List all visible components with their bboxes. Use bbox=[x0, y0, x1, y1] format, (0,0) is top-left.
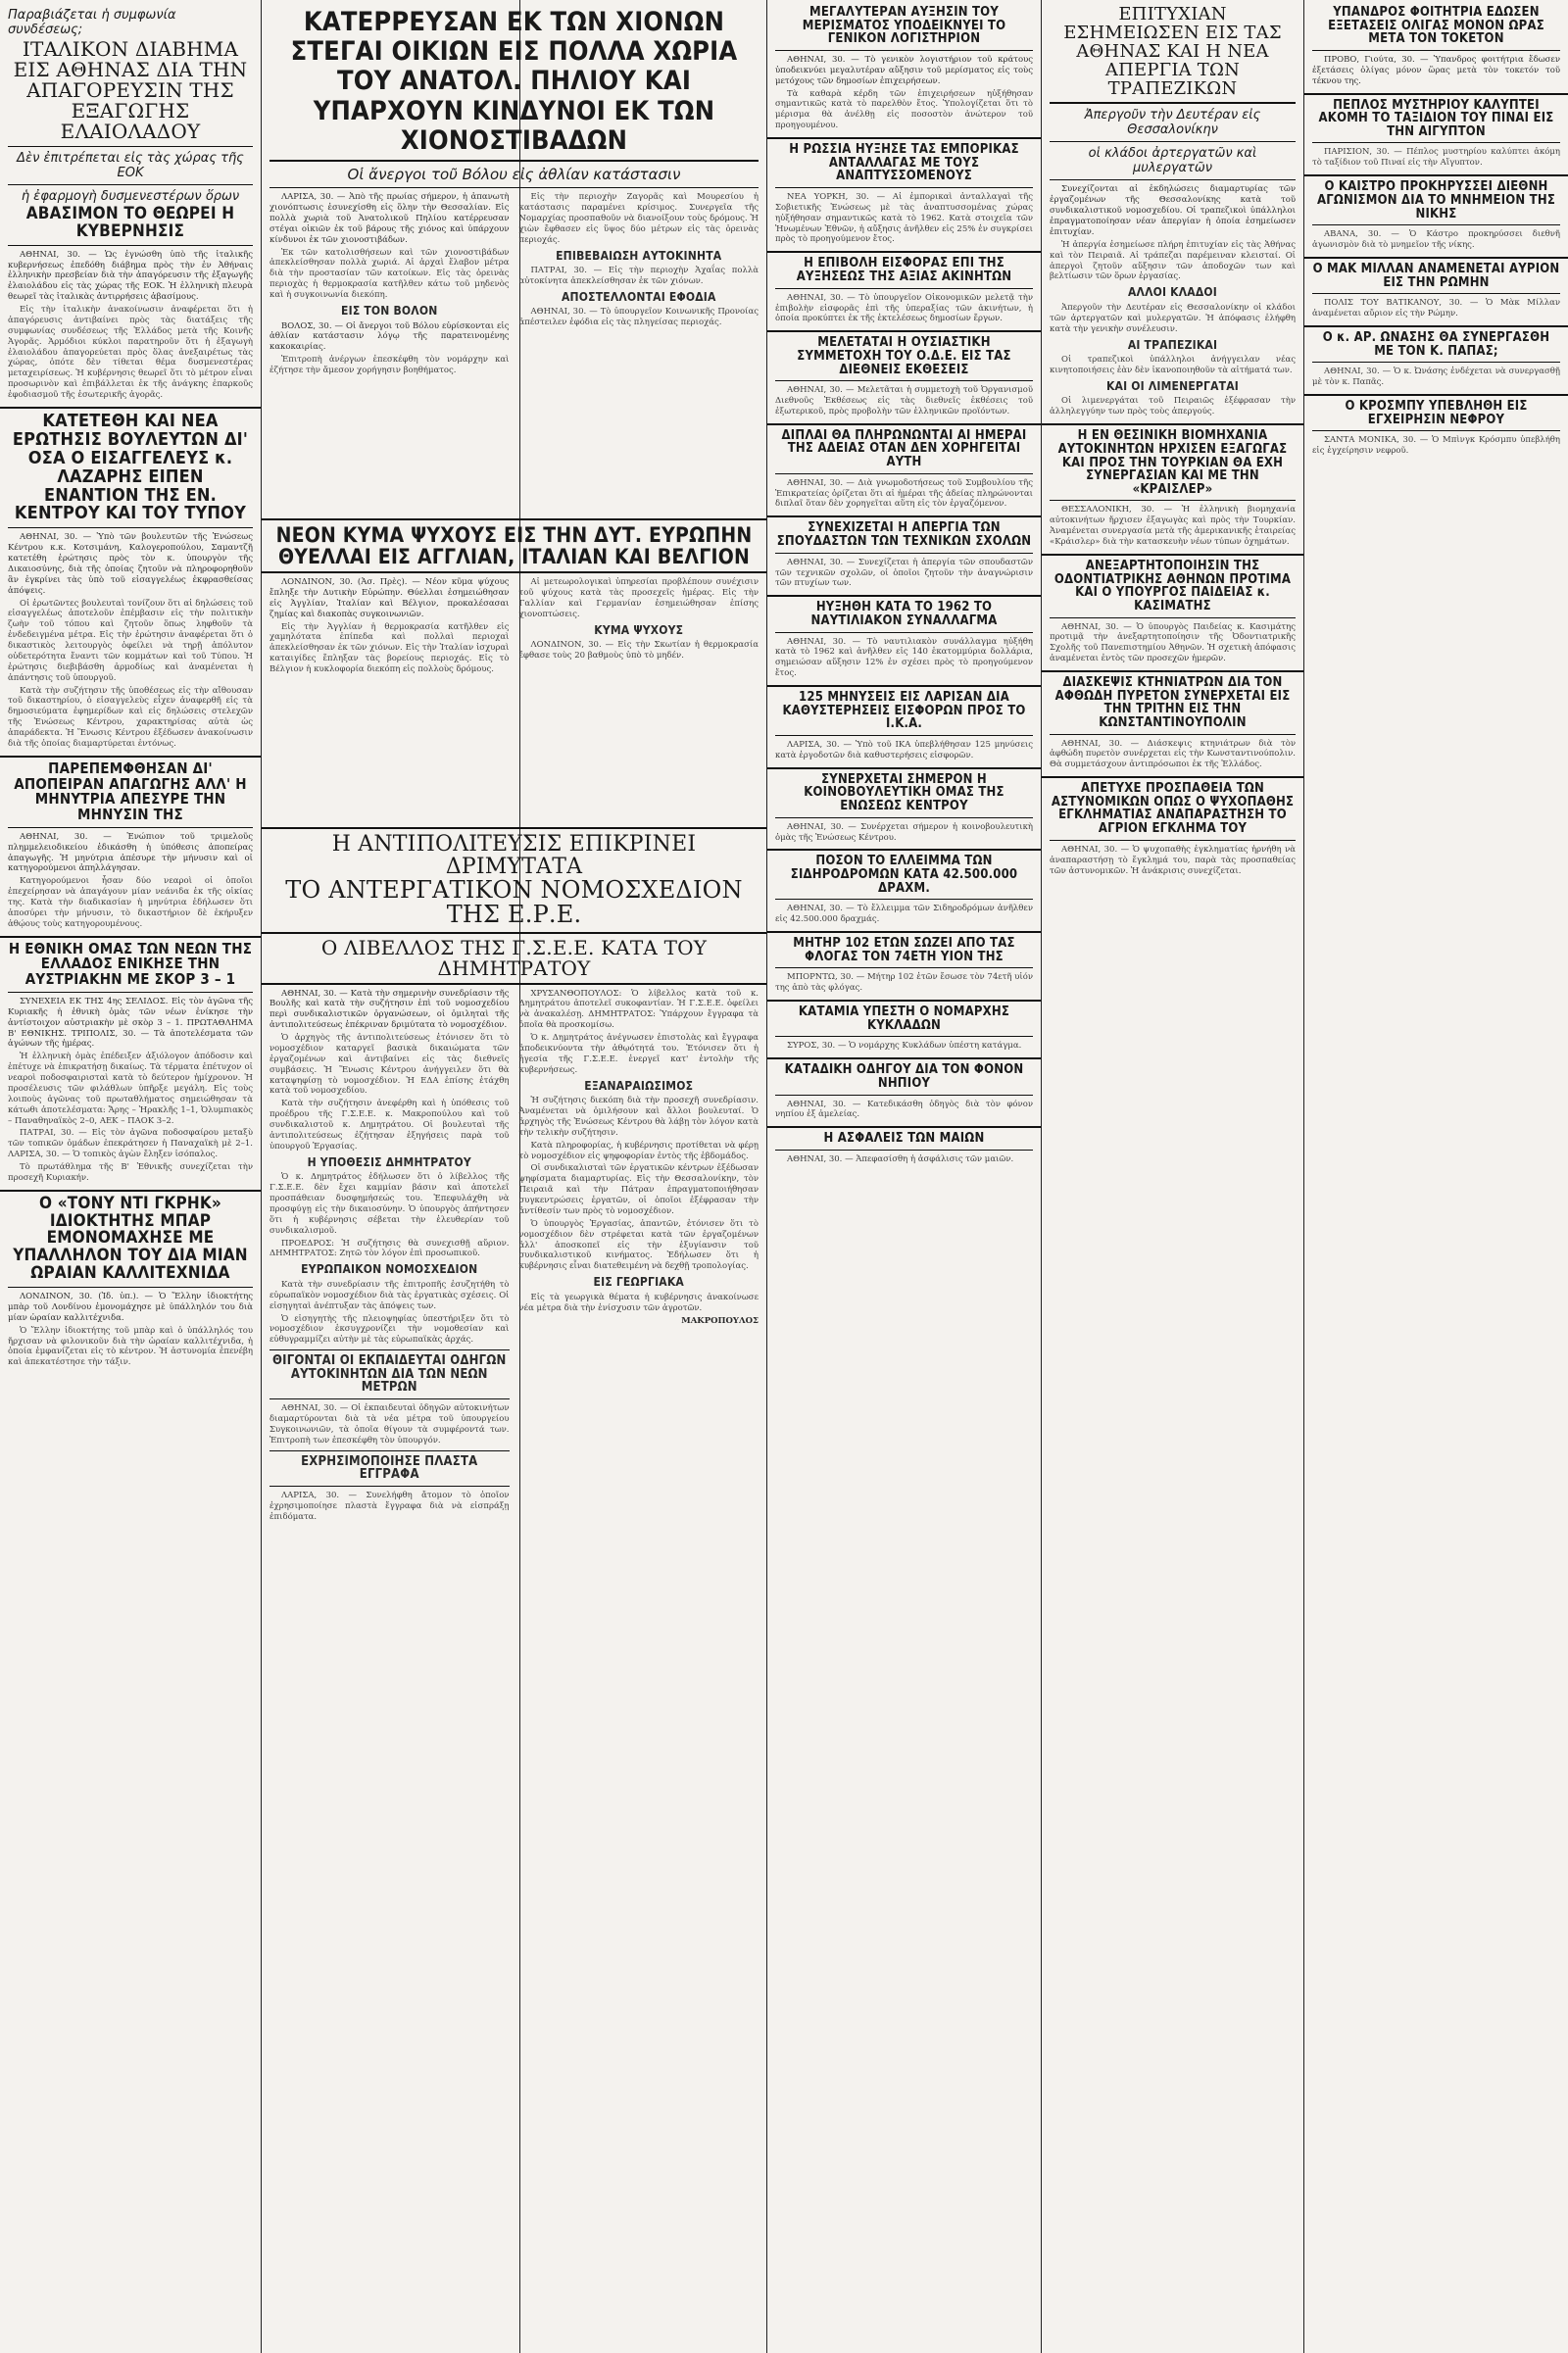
headline: ΣΥΝΕΡΧΕΤΑΙ ΣΗΜΕΡΟΝ Η ΚΟΙΝΟΒΟΥΛΕΥΤΙΚΗ ΟΜΑΣ ΤΗΣ ΕΝΩΣΕΩΣ ΚΕΝΤΡΟΥ bbox=[804, 771, 1004, 813]
headline: Ο ΜΑΚ ΜΙΛΛΑΝ ΑΝΑΜΕΝΕΤΑΙ ΑΥΡΙΟΝ ΕΙΣ ΤΗΝ ΡΩΜΗΝ bbox=[1312, 261, 1560, 290]
subhead: ΑΛΛΟΙ ΚΛΑΔΟΙ bbox=[1127, 285, 1218, 300]
article-body: Αἱ μετεωρολογικαὶ ὑπηρεσίαι προβλέπουν συνέχισιν τοῦ ψύχους κατὰ τὰς προσεχεῖς ἡμέρας. Εἰς τὴν Γαλλίαν καὶ Γερμανίαν ἐσημειώθησαν ἐπίσης χιονοπτώσεις. ΚΥΜΑ ΨΥΧΟΥΣ ΛΟΝΔΙΝΟΝ, 30. — Εἰς τὴν Σκωτίαν ἡ θερμοκρασία ἔφθασε τοὺς 20 βαθμοὺς ὑπὸ τὸ μηδέν. bbox=[518, 577, 759, 662]
article-body: ΝΕΑ ΥΟΡΚΗ, 30. — Αἱ ἐμπορικαὶ ἀνταλλαγαὶ τῆς Σοβιετικῆς Ἑνώσεως μὲ τὰς ἀναπτυσσομένας χώρας ηὐξήθησαν σημαντικῶς κατὰ τὸ 1962. Κατὰ στοιχεῖα τῶν Ἡνωμένων Ἐθνῶν, ἡ αὔξησις ἀνῆλθεν εἰς 25% ἐν συγκρίσει πρὸς τὸ προηγούμενον ἔτος. bbox=[775, 191, 1033, 245]
article-body: ΑΘΗΝΑΙ, 30. — Ὁ ψυχοπαθὴς ἐγκληματίας ἠρνήθη νὰ ἀναπαραστήσῃ τὸ ἔγκλημά του, παρὰ τὰς προσπαθείας τῶν ἀστυνομικῶν. Ἡ ἀνάκρισις συνεχίζεται. bbox=[1050, 844, 1296, 876]
article-body: ΘΕΣΣΑΛΟΝΙΚΗ, 30. — Ἡ ἑλληνικὴ βιομηχανία αὐτοκινήτων ἤρχισεν ἐξαγωγὰς καὶ πρὸς τὴν Τουρκίαν. Ἀναμένεται συνεργασία μετὰ τῆς ἀμερικανικῆς ἑταιρείας «Κράισλερ» διὰ τὴν κατασκευὴν νέων τύπων ὀχημάτων. bbox=[1050, 505, 1296, 548]
deck: Δὲν ἐπιτρέπεται εἰς τὰς χώρας τῆς ΕΟΚ bbox=[17, 151, 244, 180]
article-body: ΑΘΗΝΑΙ, 30. — Ἐνώπιον τοῦ τριμελοῦς πλημμελειοδικείου ἐδικάσθη ἡ ὑπόθεσις ἀποπείρας ἀπαγωγῆς. Ἡ μηνύτρια ἀπέσυρε τὴν μήνυσιν καὶ οἱ κατηγορούμενοι ἀπηλλάγησαν. bbox=[8, 831, 253, 874]
headline: ΙΤΑΛΙΚΟΝ ΔΙΑΒΗΜΑ ΕΙΣ ΑΘΗΝΑΣ ΔΙΑ ΤΗΝ ΑΠΑΓΟΡΕΥΣΙΝ ΤΗΣ ΕΞΑΓΩΓΗΣ ΕΛΑΙΟΛΑΔΟΥ bbox=[13, 37, 248, 143]
headline: Ο ΛΙΒΕΛΛΟΣ ΤΗΣ Γ.Σ.Ε.Ε. ΚΑΤΑ ΤΟΥ ΔΗΜΗΤΡΑΤΟΥ bbox=[320, 935, 708, 980]
article-body: ΑΘΗΝΑΙ, 30. — Τὸ ἔλλειμμα τῶν Σιδηροδρόμων ἀνῆλθεν εἰς 42.500.000 δραχμάς. bbox=[775, 904, 1033, 925]
headline: ΝΕΟΝ ΚΥΜΑ ΨΥΧΟΥΣ ΕΙΣ ΤΗΝ ΔΥΤ. ΕΥΡΩΠΗΝ ΘΥΕΛΛΑΙ ΕΙΣ ΑΓΓΛΙΑΝ, ΙΤΑΛΙΑΝ ΚΑΙ ΒΕΛΓΙΟΝ bbox=[275, 523, 753, 569]
headline: ΚΑΤΑΜΙΑ ΥΠΕΣΤΗ Ο ΝΟΜΑΡΧΗΣ ΚΥΚΛΑΔΩΝ bbox=[798, 1005, 1010, 1033]
deck: ἡ ἐφαρμογὴ δυσμενεστέρων ὅρων bbox=[21, 189, 240, 204]
deck: Ἀπεργοῦν τὴν Δευτέραν εἰς Θεσσαλονίκην bbox=[1084, 108, 1261, 138]
headline: ΔΙΑΣΚΕΨΙΣ ΚΤΗΝΙΑΤΡΩΝ ΔΙΑ ΤΟΝ ΑΦΘΩΔΗ ΠΥΡΕΤΟΝ ΣΥΝΕΡΧΕΤΑΙ ΕΙΣ ΤΗΝ ΤΡΙΤΗΝ ΕΙΣ ΤΗΝ ΚΩΝΣΤΑΝΤΙΝΟΥΠΟΛΙΝ bbox=[1054, 675, 1291, 730]
column-1 bbox=[0, 0, 261, 2353]
article-body: ΛΑΡΙΣΑ, 30. — Ὑπὸ τοῦ ΙΚΑ ὑπεβλήθησαν 125 μηνύσεις κατὰ ἐργοδοτῶν διὰ καθυστερήσεις εἰσφορῶν. bbox=[775, 739, 1033, 760]
article-body: ΣΥΡΟΣ, 30. — Ὁ νομάρχης Κυκλάδων ὑπέστη κατάγμα. bbox=[787, 1041, 1022, 1052]
subhead: ΑΠΟΣΤΕΛΛΟΝΤΑΙ ΕΦΟΔΙΑ bbox=[561, 289, 716, 304]
subhead: ΕΙΣ ΓΕΩΡΓΙΑΚΑ bbox=[593, 1275, 684, 1290]
article-body: Συνεχίζονται αἱ ἐκδηλώσεις διαμαρτυρίας τῶν ἐργαζομένων τῆς Θεσσαλονίκης κατὰ τοῦ συνδικαλιστικοῦ νομοσχεδίου. Οἱ τραπεζικοὶ ὑπάλληλοι ἐπραγματοποίησαν νέαν ἀπεργίαν ἡ ὁποία ἐσημείωσεν ἐπιτυχίαν. Ἡ ἀπεργία ἐσημείωσε πλήρη ἐπιτυχίαν εἰς τὰς Ἀθήνας καὶ τὸν Πειραιᾶ. Αἱ τράπεζαι παρέμειναν κλεισταί. Οἱ ἀπεργοὶ ζητοῦν αὔξησιν τῶν ἀποδοχῶν των καὶ βελτίωσιν τῶν ὅρων ἐργασίας. ΑΛΛΟΙ ΚΛΑΔΟΙ Ἀπεργοῦν τὴν Δευτέραν εἰς Θεσσαλονίκην οἱ κλάδοι τῶν ἀρτεργατῶν καὶ μυλεργατῶν. Ἡ ἀπόφασις ἐλήφθη κατὰ τὴν γενικὴν συνέλευσιν. ΑΙ ΤΡΑΠΕΖΙΚΑΙ Οἱ τραπεζικοὶ ὑπάλληλοι ἀνήγγειλαν νέας κινητοποιήσεις ἐὰν δὲν ἱκανοποιηθοῦν τὰ αἰτήματά των. ΚΑΙ ΟΙ ΛΙΜΕΝΕΡΓΑΤΑΙ Οἱ λιμενεργάται τοῦ Πειραιῶς ἐξέφρασαν τὴν ἀλληλεγγύην των πρὸς τοὺς ἀπεργούς. bbox=[1050, 184, 1296, 417]
article-body-filler: Κατηγορούμενοι ἦσαν δύο νεαροὶ οἱ ὁποῖοι ἐπεχείρησαν νὰ ἀπαγάγουν μίαν νεάνιδα ἐκ τῆς οἰκίας της. Κατὰ τὴν διαδικασίαν ἡ μηνύτρια ἐδήλωσεν ὅτι ἀποσύρει τὴν μήνυσιν, τὸ δικαστήριον δὲ ἐκήρυξεν ἀθῴους τοὺς κατηγορουμένους. bbox=[8, 876, 253, 929]
headline: Ο κ. ΑΡ. ΩΝΑΣΗΣ ΘΑ ΣΥΝΕΡΓΑΣΘΗ ΜΕ ΤΟΝ Κ. ΠΑΠΑΣ; bbox=[1322, 329, 1550, 359]
headline: ΠΑΡΕΠΕΜΦΘΗΣΑΝ ΔΙ' ΑΠΟΠΕΙΡΑΝ ΑΠΑΓΩΓΗΣ ΑΛΛ' Η ΜΗΝΥΤΡΙΑ ΑΠΕΣΥΡΕ ΤΗΝ ΜΗΝΥΣΙΝ ΤΗΣ bbox=[14, 759, 247, 824]
article-body-filler: Εἰς τὴν ἰταλικὴν ἀνακοίνωσιν ἀναφέρεται ὅτι ἡ ἀπαγόρευσις ἀντιβαίνει πρὸς τὰς διατάξεις τῆς συμφωνίας συνδέσεως τῆς Ἑλλάδος μετὰ τῆς Κοινῆς Ἀγορᾶς. Ἀρμόδιοι κύκλοι παρατηροῦν ὅτι ἡ ἐξαγωγὴ ἐλαιολάδου ἀπαγορεύεται πρὸς ὅλας ἀνεξαιρέτως τὰς χώρας, ὁπότε δὲν τίθεται θέμα δυσμενεστέρας μεταχειρίσεως. Ἡ κυβέρνησις θεωρεῖ ὅτι τὸ μέτρον εἶναι προσωρινὸν καὶ ἐπιβάλλεται ἐκ τῆς ἀνάγκης ἐπαρκοῦς ἐφοδιασμοῦ τῆς ἐσωτερικῆς ἀγορᾶς. bbox=[8, 305, 253, 401]
article-body: ΑΘΗΝΑΙ, 30. — Τὸ ὑπουργεῖον Οἰκονομικῶν μελετᾷ τὴν ἐπιβολὴν εἰσφορᾶς ἐπὶ τῆς ὑπεραξίας τῶν ἀκινήτων, ἡ ὁποία προκύπτει ἐκ τῆς ἐκτελέσεως δημοσίων ἔργων. bbox=[775, 292, 1033, 324]
headline: ΜΕΛΕΤΑΤΑΙ Η ΟΥΣΙΑΣΤΙΚΗ ΣΥΜΜΕΤΟΧΗ ΤΟΥ Ο.Δ.Ε. ΕΙΣ ΤΑΣ ΔΙΕΘΝΕΙΣ ΕΚΘΕΣΕΙΣ bbox=[797, 335, 1011, 377]
article-body: ΑΘΗΝΑΙ, 30. — Κατὰ τὴν σημερινὴν συνεδρίασιν τῆς Βουλῆς καὶ κατὰ τὴν συζήτησιν ἐπὶ τοῦ νομοσχεδίου περὶ συνδικαλιστικῶν ὀργανώσεων, οἱ ὁμιληταὶ τῆς ἀντιπολιτεύσεως ἐπέκριναν δριμύτατα τὸ νομοσχέδιον. Ὁ ἀρχηγὸς τῆς ἀντιπολιτεύσεως ἐτόνισεν ὅτι τὸ νομοσχέδιον καταργεῖ βασικὰ δικαιώματα τῶν ἐργαζομένων καὶ ἀντιβαίνει εἰς τὰς διεθνεῖς συμβάσεις. Ἡ Ἕνωσις Κέντρου ἀνήγγειλεν ὅτι θὰ καταψηφίσῃ τὸ νομοσχέδιον. Ἡ ΕΔΑ ἐπίσης ἐτάχθη κατὰ τοῦ νομοσχεδίου. Κατὰ τὴν συζήτησιν ἀνεφέρθη καὶ ἡ ὑπόθεσις τοῦ προέδρου τῆς Γ.Σ.Ε.Ε. κ. Μακροπούλου καὶ τοῦ συνδικαλιστοῦ κ. Δημητράτου. Οἱ βουλευταὶ τῆς ἀντιπολιτεύσεως ἐζήτησαν ἐξηγήσεις παρὰ τοῦ ὑπουργοῦ Ἐργασίας. Η ΥΠΟΘΕΣΙΣ ΔΗΜΗΤΡΑΤΟΥ Ὁ κ. Δημητράτος ἐδήλωσεν ὅτι ὁ λίβελλος τῆς Γ.Σ.Ε.Ε. δὲν ἔχει καμμίαν βάσιν καὶ ἀποτελεῖ προσπάθειαν δυσφημήσεώς του. Ἐπεφυλάχθη νὰ προσφύγῃ εἰς τὴν δικαιοσύνην. Ὁ ὑπουργὸς ἀπήντησεν ὅτι ἡ κυβέρνησις σέβεται τὴν ἐλευθερίαν τοῦ συνδικαλισμοῦ. ΠΡΟΕΔΡΟΣ: Ἡ συζήτησις θὰ συνεχισθῇ αὔριον. ΔΗΜΗΤΡΑΤΟΣ: Ζητῶ τὸν λόγον ἐπὶ προσωπικοῦ. ΕΥΡΩΠΑΙΚΟΝ ΝΟΜΟΣΧΕΔΙΟΝ Κατὰ τὴν συνεδρίασιν τῆς ἐπιτροπῆς ἐσυζητήθη τὸ εὐρωπαϊκὸν νομοσχέδιον διὰ τὰς ἐργατικὰς σχέσεις. Οἱ εἰσηγηταὶ ἀνέπτυξαν τὰς ἀπόψεις των. Ὁ εἰσηγητὴς τῆς πλειοψηφίας ὑπεστήριξεν ὅτι τὸ νομοσχέδιον ἐκσυγχρονίζει τὴν νομοθεσίαν καὶ εὐθυγραμμίζει αὐτὴν μὲ τὰς εὐρωπαϊκὰς ἀρχάς. ΘΙΓΟΝΤΑΙ ΟΙ ΕΚΠΑΙΔΕΥΤΑΙ ΟΔΗΓΩΝ ΑΥΤΟΚΙΝΗΤΩΝ ΔΙΑ ΤΩΝ ΝΕΩΝ ΜΕΤΡΩΝ ΑΘΗΝΑΙ, 30. — Οἱ ἐκπαιδευταὶ ὁδηγῶν αὐτοκινήτων διαμαρτύρονται διὰ τὰ νέα μέτρα τοῦ ὑπουργείου Συγκοινωνιῶν, τὰ ὁποῖα θίγουν τὰ συμφέροντά των. Ἐπιτροπὴ των ἐπεσκέφθη τὸν ὑπουργόν. ΕΧΡΗΣΙΜΟΠΟΙΗΣΕ ΠΛΑΣΤΑ ΕΓΓΡΑΦΑ ΛΑΡΙΣΑ, 30. — Συνελήφθη ἄτομον τὸ ὁποῖον ἐχρησιμοποίησε πλαστὰ ἔγγραφα διὰ νὰ εἰσπράξῃ ἐπιδόματα. bbox=[270, 988, 510, 1522]
deck: Οἱ ἄνεργοι τοῦ Βόλου εἰς ἀθλίαν κατάστασιν bbox=[347, 166, 681, 184]
subhead: ΕΥΡΩΠΑΙΚΟΝ ΝΟΜΟΣΧΕΔΙΟΝ bbox=[301, 1262, 478, 1277]
article-body: ΠΑΡΙΣΙΟΝ, 30. — Πέπλος μυστηρίου καλύπτει ἀκόμη τὸ ταξίδιον τοῦ Πιναί εἰς τὴν Αἴγυπτον. bbox=[1312, 147, 1560, 169]
article-body: ΧΡΥΣΑΝΘΟΠΟΥΛΟΣ: Ὁ λίβελλος κατὰ τοῦ κ. Δημητράτου ἀποτελεῖ συκοφαντίαν. Ἡ Γ.Σ.Ε.Ε. ὀφείλει νὰ ἀνακαλέσῃ. ΔΗΜΗΤΡΑΤΟΣ: Ὑπάρχουν ἔγγραφα τὰ ὁποῖα θὰ προσκομίσω. Ὁ κ. Δημητράτος ἀνέγνωσεν ἐπιστολὰς καὶ ἔγγραφα ἀποδεικνύοντα τὴν ἀθῳότητά του. Ἐτόνισεν ὅτι ἡ ἡγεσία τῆς Γ.Σ.Ε.Ε. ἐνεργεῖ κατ' ἐντολὴν τῆς κυβερνήσεως. ΕΞΑΝΑΡΑΙΩΣΙΜΟΣ Ἡ συζήτησις διεκόπη διὰ τὴν προσεχῆ συνεδρίασιν. Ἀναμένεται νὰ ὁμιλήσουν καὶ ἄλλοι βουλευταί. Ὁ ἀρχηγὸς τῆς Ἑνώσεως Κέντρου θὰ λάβῃ τὸν λόγον κατὰ τὴν τελικὴν συζήτησιν. Κατὰ πληροφορίας, ἡ κυβέρνησις προτίθεται νὰ φέρῃ τὸ νομοσχέδιον εἰς ψηφοφορίαν ἐντὸς τῆς ἑβδομάδος. Οἱ συνδικαλισταὶ τῶν ἐργατικῶν κέντρων ἐξέδωσαν ψηφίσματα διαμαρτυρίας. Εἰς τὴν Θεσσαλονίκην, τὸν Πειραιᾶ καὶ τὴν Πάτραν ἐπραγματοποιήθησαν συγκεντρώσεις ἐργατῶν, οἱ ὁποῖοι ἐξέφρασαν τὴν ἀντίθεσίν των πρὸς τὸ νομοσχέδιον. Ὁ ὑπουργὸς Ἐργασίας, ἀπαντῶν, ἐτόνισεν ὅτι τὸ νομοσχέδιον δὲν στρέφεται κατὰ τῶν ἐργαζομένων ἀλλ' ἀποσκοπεῖ εἰς τὴν ἐξυγίανσιν τοῦ συνδικαλιστικοῦ κινήματος. Ἐδήλωσεν ὅτι ἡ κυβέρνησις εἶναι διατεθειμένη νὰ δεχθῇ τροπολογίας. ΕΙΣ ΓΕΩΡΓΙΑΚΑ Εἰς τὰ γεωργικὰ θέματα ἡ κυβέρνησις ἀνακοίνωσε νέα μέτρα διὰ τὴν ἐνίσχυσιν τῶν ἀγροτῶν. ΜΑΚΡΟΠΟΥΛΟΣ bbox=[518, 988, 759, 1326]
subhead: Η ΥΠΟΘΕΣΙΣ ΔΗΜΗΤΡΑΤΟΥ bbox=[307, 1154, 471, 1169]
headline: Η ΡΩΣΣΙΑ ΗΥΞΗΣΕ ΤΑΣ ΕΜΠΟΡΙΚΑΣ ΑΝΤΑΛΛΑΓΑΣ ΜΕ ΤΟΥΣ ΑΝΑΠΤΥΣΣΟΜΕΝΟΥΣ bbox=[789, 142, 1019, 184]
subhead: ΕΙΣ ΤΟΝ ΒΟΛΟΝ bbox=[341, 303, 438, 318]
article-body: ΑΘΗΝΑΙ, 30. — Ὡς ἐγνώσθη ὑπὸ τῆς ἰταλικῆς κυβερνήσεως ἐπεδόθη διάβημα πρὸς τὴν ἐν Ἀθήναις ἑλληνικὴν πρεσβείαν διὰ τὴν ἀπαγόρευσιν τῆς ἐξαγωγῆς ἐλαιολάδου εἰς τὰς χώρας τῆς ΕΟΚ. Ἡ ἑλληνικὴ πλευρὰ θεωρεῖ τὰς ἰταλικὰς ἀντιρρήσεις ἀβασίμους. bbox=[8, 249, 253, 303]
headline: Ο ΚΡΟΣΜΠΥ ΥΠΕΒΛΗΘΗ ΕΙΣ ΕΓΧΕΙΡΗΣΙΝ ΝΕΦΡΟΥ bbox=[1345, 398, 1528, 427]
headline: ΗΥΞΗΘΗ ΚΑΤΑ ΤΟ 1962 ΤΟ ΝΑΥΤΙΛΙΑΚΟΝ ΣΥΝΑΛΛΑΓΜΑ bbox=[810, 600, 998, 628]
headline: ΕΧΡΗΣΙΜΟΠΟΙΗΣΕ ΠΛΑΣΤΑ ΕΓΓΡΑΦΑ bbox=[301, 1453, 478, 1483]
article-body: ΑΘΗΝΑΙ, 30. — Κατεδικάσθη ὁδηγὸς διὰ τὸν φόνον νηπίου ἐξ ἀμελείας. bbox=[775, 1099, 1033, 1120]
article-body: ΑΘΗΝΑΙ, 30. — Τὸ ναυτιλιακὸν συνάλλαγμα ηὐξήθη κατὰ τὸ 1962 καὶ ἀνῆλθεν εἰς 140 ἑκατομμύρια δολλάρια, σημειώσαν αὔξησιν 12% ἐν σχέσει πρὸς τὸ προηγούμενον ἔτος. bbox=[775, 636, 1033, 679]
column-5 bbox=[1042, 0, 1303, 2353]
article-body: ΛΑΡΙΣΑ, 30. — Ἀπὸ τῆς πρωίας σήμερον, ἡ ἀπανωτὴ χιονόπτωσις ἐσυνεχίσθη εἰς ὅλην τὴν Θεσσαλίαν. Εἰς πολλὰ χωριὰ τοῦ Ἀνατολικοῦ Πηλίου κατέρρευσαν στέγαι οἰκιῶν ἐκ τοῦ βάρους τῆς χιόνος καὶ ὑπάρχουν κίνδυνοι ἐκ τῶν χιονοστιβάδων. Ἐκ τῶν κατολισθήσεων καὶ τῶν χιονοστιβάδων ἀπεκλείσθησαν πολλὰ χωριά. Αἱ ἀρχαὶ ἔλαβον μέτρα διὰ τὴν προστασίαν τῶν κατοίκων. Εἰς τὰς ὀρεινὰς περιοχὰς ἡ θερμοκρασία κατῆλθεν κάτω τοῦ μηδενὸς καὶ ἡ συγκοινωνία διεκόπη. ΕΙΣ ΤΟΝ ΒΟΛΟΝ ΒΟΛΟΣ, 30. — Οἱ ἄνεργοι τοῦ Βόλου εὑρίσκονται εἰς ἀθλίαν κατάστασιν λόγῳ τῆς παρατεινομένης κακοκαιρίας. Ἐπιτροπὴ ἀνέργων ἐπεσκέφθη τὸν νομάρχην καὶ ἐζήτησε τὴν ἄμεσον χορήγησιν βοηθήματος. bbox=[270, 192, 510, 376]
article-body: ΑΘΗΝΑΙ, 30. — Μελετᾶται ἡ συμμετοχὴ τοῦ Ὀργανισμοῦ Διεθνοῦς Ἐκθέσεως εἰς τὰς διεθνεῖς ἐκθέσεις τοῦ ἐξωτερικοῦ, πρὸς προβολὴν τῶν ἑλληνικῶν προϊόντων. bbox=[775, 385, 1033, 417]
story-opposition bbox=[262, 823, 766, 2352]
headline: Ο ΚΑΙΣΤΡΟ ΠΡΟΚΗΡΥΣΣΕΙ ΔΙΕΘΝΗ ΑΓΩΝΙΣΜΟΝ ΔΙΑ ΤΟ ΜΝΗΜΕΙΟΝ ΤΗΣ ΝΙΚΗΣ bbox=[1316, 179, 1556, 221]
headline: Η ΑΣΦΑΛΕΙΣ ΤΩΝ ΜΑΙΩΝ bbox=[823, 1131, 985, 1147]
kicker: Παραβιάζεται ἡ συμφωνία συνδέσεως; bbox=[8, 8, 176, 37]
article-body: ΑΘΗΝΑΙ, 30. — Διὰ γνωμοδοτήσεως τοῦ Συμβουλίου τῆς Ἐπικρατείας ὁρίζεται ὅτι αἱ ἡμέραι τῆς ἀδείας πληρώνονται διπλαῖ ὅταν δὲν χορηγεῖται αὕτη εἰς τὸν ἐργαζόμενον. bbox=[775, 477, 1033, 510]
article-body: ΑΘΗΝΑΙ, 30. — Ὁ κ. Ὠνάσης ἐνδέχεται νὰ συνεργασθῇ μὲ τὸν κ. Παπᾶς. bbox=[1312, 367, 1560, 388]
subhead: ΑΙ ΤΡΑΠΕΖΙΚΑΙ bbox=[1127, 337, 1218, 352]
headline: ΚΑΤΑΔΙΚΗ ΟΔΗΓΟΥ ΔΙΑ ΤΟΝ ΦΟΝΟΝ ΝΗΠΙΟΥ bbox=[784, 1062, 1024, 1091]
article-body: ΑΒΑΝΑ, 30. — Ὁ Κάστρο προκηρύσσει διεθνῆ ἀγωνισμὸν διὰ τὸ μνημεῖον τῆς νίκης. bbox=[1312, 229, 1560, 251]
headline: ΔΙΠΛΑΙ ΘΑ ΠΛΗΡΩΝΩΝΤΑΙ ΑΙ ΗΜΕΡΑΙ ΤΗΣ ΑΔΕΙΑΣ ΟΤΑΝ ΔΕΝ ΧΟΡΗΓΕΙΤΑΙ ΑΥΤΗ bbox=[781, 427, 1027, 470]
signature: ΜΑΚΡΟΠΟΥΛΟΣ bbox=[681, 1315, 759, 1326]
headline: ΠΟΣΟΝ ΤΟ ΕΛΛΕΙΜΜΑ ΤΩΝ ΣΙΔΗΡΟΔΡΟΜΩΝ ΚΑΤΑ 42.500.000 ΔΡΑΧΜ. bbox=[790, 854, 1018, 896]
article-body: ΑΘΗΝΑΙ, 30. — Συνέρχεται σήμερον ἡ κοινοβουλευτικὴ ὁμὰς τῆς Ἑνώσεως Κέντρου. bbox=[775, 821, 1033, 843]
article-body: ΛΟΝΔΙΝΟΝ, 30. (Ἀσ. Πρὲς). — Νέον κῦμα ψύχους ἔπληξε τὴν Δυτικὴν Εὐρώπην. Θύελλαι ἐσημειώθησαν εἰς Ἀγγλίαν, Ἰταλίαν καὶ Βέλγιον, προκαλέσασαι ζημίας καὶ διακοπὰς συγκοινωνιῶν. Εἰς τὴν Ἀγγλίαν ἡ θερμοκρασία κατῆλθεν εἰς χαμηλότατα ἐπίπεδα καὶ πολλαὶ περιοχαὶ ἀπεκλείσθησαν ἐκ τῶν χιόνων. Εἰς τὴν Ἰταλίαν ἰσχυραὶ καταιγίδες ἔπληξαν τὰς βορείους περιοχάς. Εἰς τὸ Βέλγιον ἡ κυκλοφορία διεκόπη εἰς πολλοὺς δρόμους. bbox=[270, 577, 510, 675]
headline: ΕΠΙΤΥΧΙΑΝ ΕΣΗΜΕΙΩΣΕΝ ΕΙΣ ΤΑΣ ΑΘΗΝΑΣ ΚΑΙ Η ΝΕΑ ΑΠΕΡΓΙΑ ΤΩΝ ΤΡΑΠΕΖΙΚΩΝ bbox=[1063, 4, 1282, 99]
subhead: ΚΑΙ ΟΙ ΛΙΜΕΝΕΡΓΑΤΑΙ bbox=[1105, 378, 1240, 393]
headline: ΑΝΕΞΑΡΤΗΤΟΠΟΙΗΣΙΝ ΤΗΣ ΟΔΟΝΤΙΑΤΡΙΚΗΣ ΑΘΗΝΩΝ ΠΡΟΤΙΜΑ ΚΑΙ Ο ΥΠΟΥΡΓΟΣ ΠΑΙΔΕΙΑΣ κ. ΚΑΣΙΜΑΤΗΣ bbox=[1054, 558, 1292, 613]
headline: ΣΥΝΕΧΙΖΕΤΑΙ Η ΑΠΕΡΓΙΑ ΤΩΝ ΣΠΟΥΔΑΣΤΩΝ ΤΩΝ ΤΕΧΝΙΚΩΝ ΣΧΟΛΩΝ bbox=[776, 520, 1032, 549]
article-body-filler: Ὁ Ἕλλην ἰδιοκτήτης τοῦ μπὰρ καὶ ὁ ὑπάλληλός του ἤρχισαν νὰ φιλονικοῦν διὰ τὴν ὡραίαν καλλιτέχνιδα, ἡ ὁποία ἐμφανίζεται εἰς τὸ κέντρον. Ἡ ἀστυνομία ἐπενέβη καὶ ἀπεκατέστησε τὴν τάξιν. bbox=[8, 1325, 253, 1368]
subhead: ΕΞΑΝΑΡΑΙΩΣΙΜΟΣ bbox=[584, 1078, 694, 1093]
headline: Ο «ΤΟΝΥ ΝΤΙ ΓΚΡΗΚ» ΙΔΙΟΚΤΗΤΗΣ ΜΠΑΡ ΕΜΟΝΟΜΑΧΗΣΕ ΜΕ ΥΠΑΛΛΗΛΟΝ ΤΟΥ ΔΙΑ ΜΙΑΝ ΩΡΑΙΑΝ ΚΑΛΛΙΤΕΧΝΙΔΑ bbox=[13, 1193, 248, 1284]
column-4 bbox=[767, 0, 1041, 2353]
article-body: ΜΠΟΡΝΤΩ, 30. — Μήτηρ 102 ἐτῶν ἔσωσε τὸν 74ετῆ υἱόν της ἀπὸ τὰς φλόγας. bbox=[775, 972, 1033, 994]
article-body-filler: Ἡ ἑλληνικὴ ὁμὰς ἐπέδειξεν ἀξιόλογον ἀπόδοσιν καὶ ἐπέτυχε νὰ ἐπικρατήσῃ δικαίως. Τὰ τέρματα ἐπέτυχον οἱ νεαροὶ ποδοσφαιρισταὶ κατὰ τὸ δεύτερον ἡμίχρονον. Ἡ προσέλευσις τῶν φιλάθλων ὑπῆρξε μεγάλη. Εἰς τοὺς λοιποὺς ἀγῶνας τοῦ πρωταθλήματος σημειώθησαν τὰ κάτωθι ἀποτελέσματα: Ἄρης – Ἠρακλῆς 1–1, Ὀλυμπιακὸς – Παναθηναϊκὸς 2–0, ΑΕΚ – ΠΑΟΚ 3–2. ΠΑΤΡΑΙ, 30. — Εἰς τὸν ἀγῶνα ποδοσφαίρου μεταξὺ τῶν τοπικῶν ὁμάδων ἐπεκράτησεν ἡ Παναχαϊκὴ μὲ 2–1. ΛΑΡΙΣΑ, 30. — Ὁ τοπικὸς ἀγὼν ἔληξεν ἰσόπαλος. Τὸ πρωτάθλημα τῆς Β' Ἐθνικῆς συνεχίζεται τὴν προσεχῆ Κυριακήν. bbox=[8, 1052, 253, 1183]
article-body: Εἰς τὴν περιοχὴν Ζαγορᾶς καὶ Μουρεσίου ἡ κατάστασις παραμένει κρίσιμος. Συνεργεῖα τῆς Νομαρχίας προσπαθοῦν νὰ διανοίξουν τοὺς δρόμους. Ἡ χιὼν ἔφθασεν εἰς ὕψος δύο μέτρων εἰς τὰς ὀρεινὰς περιοχάς. ΕΠΙΒΕΒΑΙΩΣΗ ΑΥΤΟΚΙΝΗΤΑ ΠΑΤΡΑΙ, 30. — Εἰς τὴν περιοχὴν Ἀχαΐας πολλὰ αὐτοκίνητα ἀπεκλείσθησαν ἐκ τῶν χιόνων. ΑΠΟΣΤΕΛΛΟΝΤΑΙ ΕΦΟΔΙΑ ΑΘΗΝΑΙ, 30. — Τὸ ὑπουργεῖον Κοινωνικῆς Προνοίας ἀπέστειλεν ἐφόδια εἰς τὰς πληγείσας περιοχάς. bbox=[518, 192, 759, 328]
headline: ΚΑΤΕΤΕΘΗ ΚΑΙ ΝΕΑ ΕΡΩΤΗΣΙΣ ΒΟΥΛΕΥΤΩΝ ΔΙ' ΟΣΑ Ο ΕΙΣΑΓΓΕΛΕΥΣ κ. ΛΑΖΑΡΗΣ ΕΙΠΕΝ ΕΝΑΝΤΙΟΝ ΤΗΣ ΕΝ. ΚΕΝΤΡΟΥ ΚΑΙ ΤΟΥ ΤΥΠΟΥ bbox=[12, 410, 249, 524]
headline: Η ΕΘΝΙΚΗ ΟΜΑΣ ΤΩΝ ΝΕΩΝ ΤΗΣ ΕΛΛΑΔΟΣ ΕΝΙΚΗΣΕ ΤΗΝ ΑΥΣΤΡΙΑΚΗΝ ΜΕ ΣΚΟΡ 3 – 1 bbox=[8, 939, 253, 989]
subhead: ΕΠΙΒΕΒΑΙΩΣΗ ΑΥΤΟΚΙΝΗΤΑ bbox=[556, 248, 722, 263]
headline: ΑΠΕΤΥΧΕ ΠΡΟΣΠΑΘΕΙΑ ΤΩΝ ΑΣΤΥΝΟΜΙΚΩΝ ΟΠΩΣ Ο ΨΥΧΟΠΑΘΗΣ ΕΓΚΛΗΜΑΤΙΑΣ ΑΝΑΠΑΡΑΣΤΗΣΗ ΤΟ ΑΓΡΙΟΝ ΕΓΚΛΗΜΑ ΤΟΥ bbox=[1051, 781, 1295, 837]
column-2 bbox=[262, 0, 766, 510]
article-body: ΑΘΗΝΑΙ, 30. — Συνεχίζεται ἡ ἀπεργία τῶν σπουδαστῶν τῶν τεχνικῶν σχολῶν, οἱ ὁποῖοι ζητοῦν τὴν ἀναγνώρισιν τῶν πτυχίων των. bbox=[775, 557, 1033, 589]
article-body: ΠΡΟΒΟ, Γιούτα, 30. — Ὑπανδρος φοιτήτρια ἔδωσεν ἐξετάσεις ὀλίγας μόνον ὥρας μετὰ τὸν τοκετόν τοῦ τέκνου της. bbox=[1312, 54, 1560, 86]
article-body: ΑΘΗΝΑΙ, 30. — Ἀπεφασίσθη ἡ ἀσφάλισις τῶν μαιῶν. bbox=[787, 1153, 1014, 1164]
headline: 125 ΜΗΝΥΣΕΙΣ ΕΙΣ ΛΑΡΙΣΑΝ ΔΙΑ ΚΑΘΥΣΤΕΡΗΣΕΙΣ ΕΙΣΦΟΡΩΝ ΠΡΟΣ ΤΟ Ι.Κ.Α. bbox=[782, 690, 1026, 732]
subhead: ΚΥΜΑ ΨΥΧΟΥΣ bbox=[594, 622, 684, 637]
headline: Η ΕΝ ΘΕΣΙΝΙΚΗ ΒΙΟΜΗΧΑΝΙΑ ΑΥΤΟΚΙΝΗΤΩΝ ΗΡΧΙΣΕΝ ΕΞΑΓΩΓΑΣ ΚΑΙ ΠΡΟΣ ΤΗΝ ΤΟΥΡΚΙΑΝ ΘΑ ΕΧΗ ΣΥΝΕΡΓΑΣΙΑΝ ΚΑΙ ΜΕ ΤΗΝ «ΚΡΑΙΣΛΕΡ» bbox=[1057, 428, 1288, 497]
article-body: ΑΘΗΝΑΙ, 30. — Ὑπὸ τῶν βουλευτῶν τῆς Ἑνώσεως Κέντρου κ.κ. Κοτσιμάνη, Καλογερoπούλου, Σαμαντζῆ κατετέθη ἐρώτησις πρὸς τὸν κ. ὑπουργὸν τῆς Δικαιοσύνης, διὰ τῆς ὁποίας ζητοῦν νὰ πληροφορηθοῦν ἂν ἐγκρίνει τὰς ὑπὸ τοῦ εἰσαγγελέως ἐκφρασθείσας ἀπόψεις. bbox=[8, 532, 253, 596]
article-body: ΣΥΝΕΧΕΙΑ ΕΚ ΤΗΣ 4ης ΣΕΛΙΔΟΣ. Εἰς τὸν ἀγῶνα τῆς Κυριακῆς ἡ ἐθνικὴ ὁμὰς τῶν νέων ἐνίκησε τὴν ἀντίστοιχον αὐστριακὴν μὲ σκὸρ 3 – 1. ΠΡΩΤΑΘΛΗΜΑ Β' ΕΘΝΙΚΗΣ. ΤΡΙΠΟΛΙΣ, 30. — Τὰ ἀποτελέσματα τῶν ἀγώνων τῆς ἡμέρας. bbox=[8, 996, 253, 1050]
story-cold-wave bbox=[262, 515, 766, 818]
headline: ΠΕΠΛΟΣ ΜΥΣΤΗΡΙΟΥ ΚΑΛΥΠΤΕΙ ΑΚΟΜΗ ΤΟ ΤΑΞΙΔΙΟΝ ΤΟΥ ΠΙΝΑΙ ΕΙΣ ΤΗΝ ΑΙΓΥΠΤΟΝ bbox=[1318, 97, 1554, 139]
article-body: ΣΑΝΤΑ ΜΟΝΙΚΑ, 30. — Ὁ Μπὶνγκ Κρόσμπυ ὑπεβλήθη εἰς ἐγχείρησιν νεφροῦ. bbox=[1312, 435, 1560, 457]
headline: ΜΕΓΑΛΥΤΕΡΑΝ ΑΥΞΗΣΙΝ ΤΟΥ ΜΕΡΙΣΜΑΤΟΣ ΥΠΟΔΕΙΚΝΥΕΙ ΤΟ ΓΕΝΙΚΟΝ ΛΟΓΙΣΤΗΡΙΟΝ bbox=[802, 5, 1006, 47]
headline: ΤΟ ΑΝΤΕΡΓΑΤΙΚΟΝ ΝΟΜΟΣΧΕΔΙΟΝ ΤΗΣ Ε.Ρ.Ε. bbox=[285, 876, 743, 929]
headline: ΥΠΑΝΔΡΟΣ ΦΟΙΤΗΤΡΙΑ ΕΔΩΣΕΝ ΕΞΕΤΑΣΕΙΣ ΟΛΙΓΑΣ ΜΟΝΟΝ ΩΡΑΣ ΜΕΤΑ ΤΟΝ ΤΟΚΕΤΟΝ bbox=[1328, 5, 1544, 47]
column-6 bbox=[1304, 0, 1568, 2353]
deck-headline: ΑΒΑΣΙΜΟΝ ΤΟ ΘΕΩΡΕΙ Η ΚΥΒΕΡΝΗΣΙΣ bbox=[25, 204, 235, 241]
headline: Η ΑΝΤΙΠΟΛΙΤΕΥΣΙΣ ΕΠΙΚΡΙΝΕΙ ΔΡΙΜΥΤΑΤΑ bbox=[331, 832, 697, 880]
article-body: ΠΟΛΙΣ ΤΟΥ ΒΑΤΙΚΑΝΟΥ, 30. — Ὁ Μὰκ Μίλλαν ἀναμένεται αὔριον εἰς τὴν Ρώμην. bbox=[1312, 298, 1560, 319]
article-body: ΑΘΗΝΑΙ, 30. — Ὁ ὑπουργὸς Παιδείας κ. Κασιμάτης προτιμᾷ τὴν ἀνεξαρτητοποίησιν τῆς Ὀδοντιατρικῆς Σχολῆς τοῦ Πανεπιστημίου Ἀθηνῶν. Ἡ σχετικὴ ἀπόφασις ἀναμένεται ἐντὸς τῶν προσεχῶν ἡμερῶν. bbox=[1050, 621, 1296, 664]
headline: Η ΕΠΙΒΟΛΗ ΕΙΣΦΟΡΑΣ ΕΠΙ ΤΗΣ ΑΥΞΗΣΕΩΣ ΤΗΣ ΑΞΙΑΣ ΑΚΙΝΗΤΩΝ bbox=[796, 256, 1012, 284]
deck: οἱ κλάδοι ἀρτεργατῶν καὶ μυλεργατῶν bbox=[1088, 146, 1257, 176]
headline: ΜΗΤΗΡ 102 ΕΤΩΝ ΣΩΖΕΙ ΑΠΟ ΤΑΣ ΦΛΟΓΑΣ ΤΟΝ 74ΕΤΗ ΥΙΟΝ ΤΗΣ bbox=[793, 936, 1015, 964]
article-body: ΑΘΗΝΑΙ, 30. — Διάσκεψις κτηνιάτρων διὰ τὸν ἀφθώδη πυρετὸν συνέρχεται εἰς τὴν Κωνσταντινούπολιν. Θὰ συμμετάσχουν ἀντιπρόσωποι ἐκ τῆς Ἑλλάδος. bbox=[1050, 738, 1296, 770]
article-body: ΛΟΝΔΙΝΟΝ, 30. (Ἰδ. ὑπ.). — Ὁ Ἕλλην ἰδιοκτήτης μπὰρ τοῦ Λονδίνου ἐμονομάχησε μὲ ὑπάλληλόν του διὰ μίαν ὡραίαν καλλιτέχνιδα. bbox=[8, 1292, 253, 1323]
article-body: ΑΘΗΝΑΙ, 30. — Τὸ γενικὸν λογιστήριον τοῦ κράτους ὑποδεικνύει μεγαλυτέραν αὔξησιν τοῦ μερίσματος εἰς τοὺς μετόχους τῶν δημοσίων ἐπιχειρήσεων. Τὰ καθαρὰ κέρδη τῶν ἐπιχειρήσεων ηὐξήθησαν σημαντικῶς κατὰ τὸ παρελθὸν ἔτος. Ὑπολογίζεται ὅτι τὸ μέρισμα θὰ ἀνέλθῃ εἰς ποσοστὸν ἀνώτερον τοῦ προηγουμένου. bbox=[775, 54, 1033, 131]
headline: ΘΙΓΟΝΤΑΙ ΟΙ ΕΚΠΑΙΔΕΥΤΑΙ ΟΔΗΓΩΝ ΑΥΤΟΚΙΝΗΤΩΝ ΔΙΑ ΤΩΝ ΝΕΩΝ ΜΕΤΡΩΝ bbox=[272, 1353, 507, 1396]
main-headline: ΚΑΤΕΡΡΕΥΣΑΝ ΕΚ ΤΩΝ ΧΙΟΝΩΝ ΣΤΕΓΑΙ ΟΙΚΙΩΝ ΕΙΣ ΠΟΛΛΑ ΧΩΡΙΑ ΤΟΥ ΑΝΑΤΟΛ. ΠΗΛΙΟΥ ΚΑΙ ΥΠΑΡΧΟΥΝ ΚΙΝΔΥΝΟΙ ΕΚ ΤΩΝ ΧΙΟΝΟΣΤΙΒΑΔΩΝ bbox=[290, 7, 738, 156]
article-body-filler: Οἱ ἐρωτῶντες βουλευταὶ τονίζουν ὅτι αἱ δηλώσεις τοῦ εἰσαγγελέως ἀποτελοῦν ἐπέμβασιν εἰς τὴν πολιτικὴν ζωὴν τοῦ τόπου καὶ ζητοῦν ὅπως ληφθοῦν τὰ ἐνδεδειγμένα μέτρα. Εἰς τὴν ἐρώτησιν ἀναφέρεται ὅτι ὁ δικαστικὸς λειτουργὸς ὀφείλει νὰ τηρῇ ἀπόλυτον οὐδετερότητα ἔναντι τῶν κομμάτων καὶ τοῦ Τύπου. Ἡ ἐρώτησις διεβιβάσθη ἀρμοδίως καὶ ἀναμένεται ἡ ἀπάντησις τοῦ ὑπουργοῦ. Κατὰ τὴν συζήτησιν τῆς ὑποθέσεως εἰς τὴν αἴθουσαν τοῦ δικαστηρίου, ὁ εἰσαγγελεὺς εἶχεν ἀναφερθῆ εἰς τὰ δημοσιεύματα ἐφημερίδων καὶ εἰς δηλώσεις στελεχῶν τῆς Ἑνώσεως Κέντρου, χαρακτηρίσας αὐτὰ ὡς ἀπαράδεκτα. Ἡ Ἕνωσις Κέντρου ἐξέδωσεν ἀνακοίνωσιν διὰ τῆς ὁποίας διαμαρτύρεται ἐντόνως. bbox=[8, 598, 253, 749]
